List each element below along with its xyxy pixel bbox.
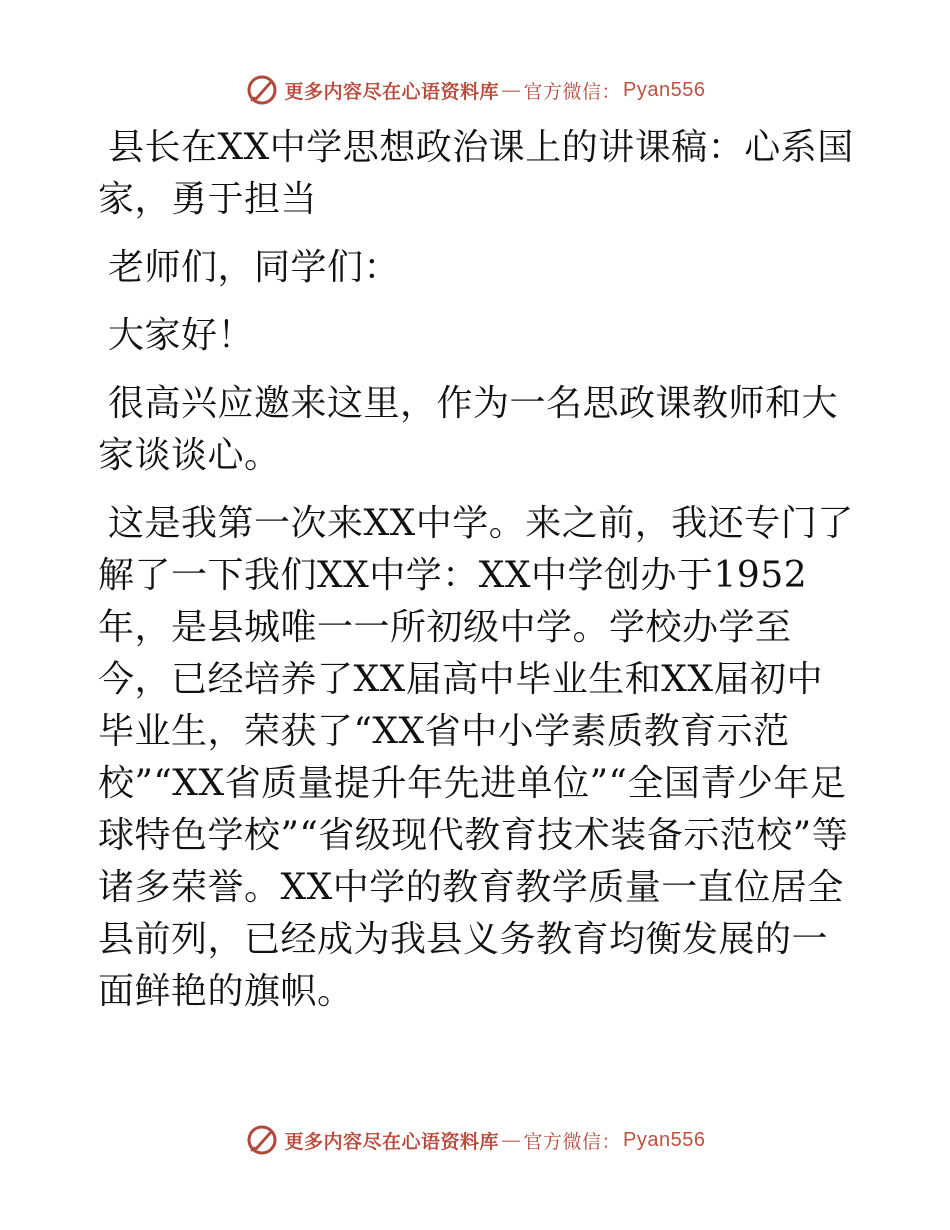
paragraph: 老师们，同学们： [108,247,401,288]
quill-logo-icon [245,73,279,107]
paragraph: 大家好！ [108,315,255,356]
watermark-wechat-label: 官方微信： [523,1130,622,1153]
watermark-library-text: 更多内容尽在心语资料库 [284,1130,500,1153]
header-watermark [0,70,950,110]
paragraph: 这是我第一次来XX中学。来之前，我还专门了解了一下我们XX中学：XX中学创办于1952年，是县城唯一一所初级中学。学校办学至今，已经培养了XX届高中毕业生和XX届初中毕业生，荣获了“XX省中小学素质教育示范校”“XX省质量提升年先进单位”“全国青少年足球特色学校”“省级现代教育技术装备示范校”等诸多荣誉。XX中学的教育教学质量一直位居全县前列，已经成为我县义务教育均衡发展的一面鲜艳的旗帜。 [98,503,854,1012]
watermark-account: Pyan556 [623,1128,706,1151]
watermark-separator: — [501,78,522,102]
quill-logo-icon [245,1123,279,1157]
document-title: 县长在XX中学思想政治课上的讲课稿：心系国家，勇于担当 [98,127,854,220]
watermark-separator: — [501,1128,522,1152]
watermark-library-text: 更多内容尽在心语资料库 [284,80,500,103]
watermark-wechat-label: 官方微信： [523,80,622,103]
watermark-account: Pyan556 [623,78,706,101]
document-body [98,122,858,1034]
paragraph: 很高兴应邀来这里，作为一名思政课教师和大家谈谈心。 [98,383,839,476]
footer-watermark [0,1120,950,1160]
